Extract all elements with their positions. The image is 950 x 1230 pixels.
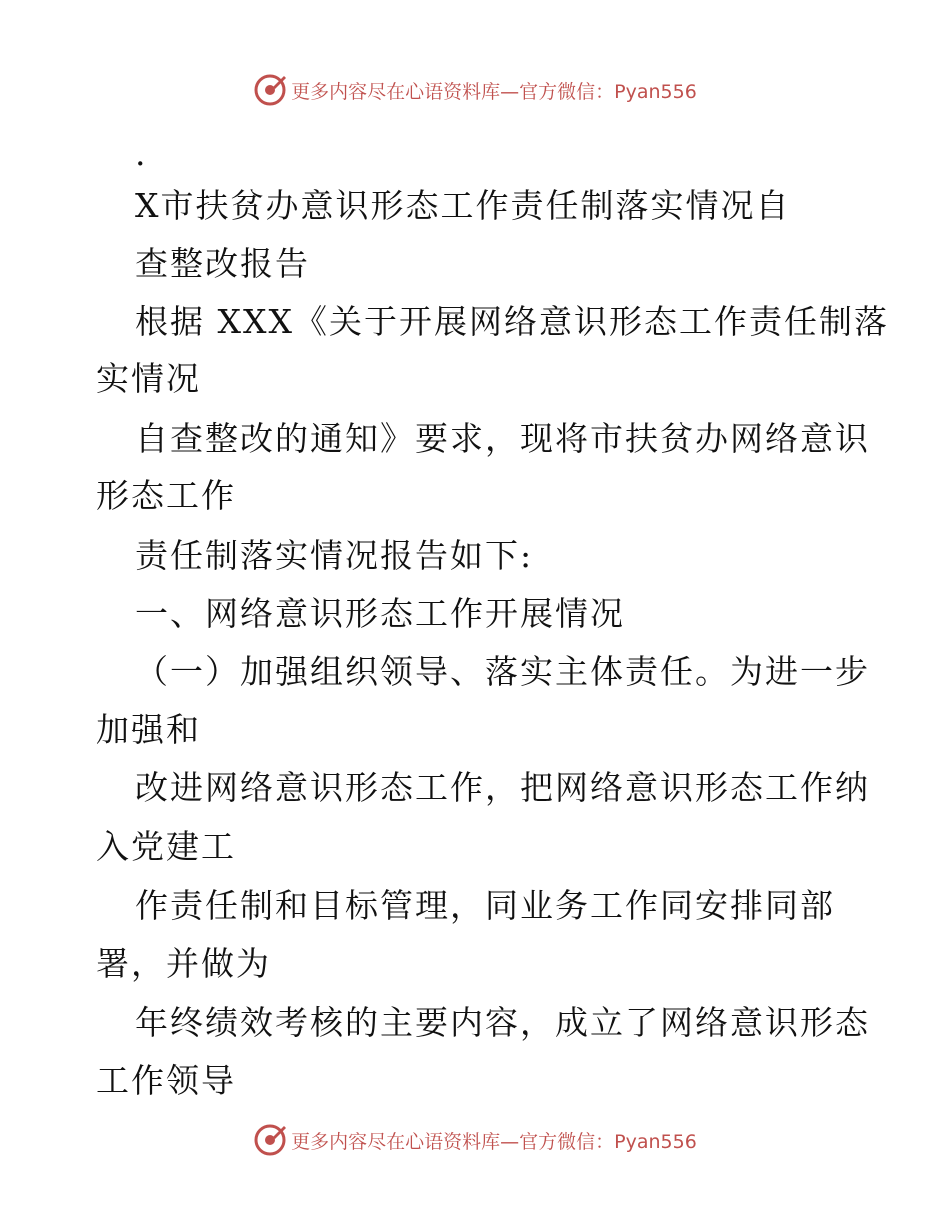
paragraph-line: 工作领导	[96, 1061, 236, 1100]
paragraph-line: 作责任制和目标管理，同业务工作同安排同部	[135, 886, 835, 925]
paragraph-line: 署，并做为	[96, 944, 271, 983]
paragraph-line: 自查整改的通知》要求，现将市扶贫办网络意识	[135, 419, 870, 458]
section-heading: 一、网络意识形态工作开展情况	[135, 594, 625, 633]
paragraph-line: 加强和	[96, 710, 201, 749]
paragraph-line: 改进网络意识形态工作，把网络意识形态工作纳	[135, 768, 870, 807]
pen-logo-icon	[253, 73, 287, 107]
watermark-text: 更多内容尽在心语资料库—官方微信：Pyan556	[291, 1130, 697, 1153]
title-line-2: 查整改报告	[135, 244, 310, 283]
paragraph-line: 年终绩效考核的主要内容，成立了网络意识形态	[135, 1003, 870, 1042]
paragraph-line: 责任制落实情况报告如下:	[135, 536, 534, 575]
paragraph-line: 入党建工	[96, 827, 236, 866]
leading-dot: .	[135, 134, 148, 173]
header-watermark	[0, 72, 950, 108]
title-line-1: X市扶贫办意识形态工作责任制落实情况自	[135, 186, 791, 225]
paragraph-line: 根据 XXX《关于开展网络意识形态工作责任制落	[135, 302, 889, 341]
pen-logo-icon	[253, 1123, 287, 1157]
paragraph-line: 形态工作	[96, 476, 236, 515]
paragraph-line: 实情况	[96, 359, 201, 398]
footer-watermark	[0, 1122, 950, 1158]
paragraph-line: （一）加强组织领导、落实主体责任。为进一步	[135, 652, 870, 691]
watermark-text: 更多内容尽在心语资料库—官方微信：Pyan556	[291, 80, 697, 103]
